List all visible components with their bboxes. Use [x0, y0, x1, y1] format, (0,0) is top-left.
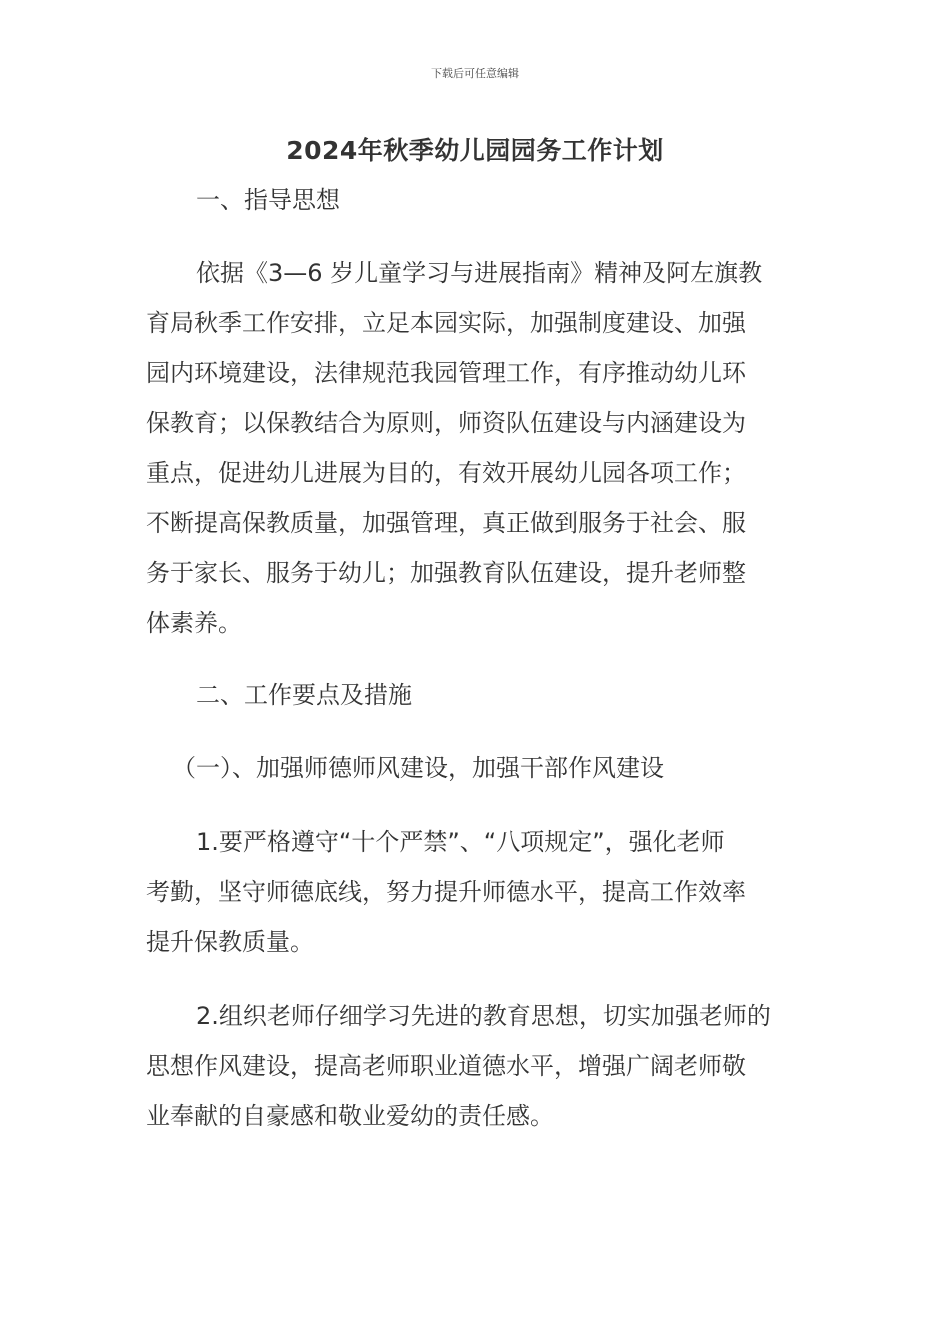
paragraph-line: 2.组织老师仔细学习先进的教育思想，切实加强老师的 [196, 1002, 771, 1030]
paragraph-line: 务于家长、服务于幼儿；加强教育队伍建设，提升老师整 [146, 559, 746, 587]
paragraph-line: 保教育；以保教结合为原则，师资队伍建设与内涵建设为 [146, 409, 746, 437]
paragraph-line: 思想作风建设，提高老师职业道德水平，增强广阔老师敬 [146, 1052, 746, 1080]
paragraph-line: 考勤，坚守师德底线，努力提升师德水平，提高工作效率 [146, 878, 746, 906]
section-heading-guiding-ideology: 一、指导思想 [196, 186, 340, 214]
paragraph-line: 体素养。 [146, 609, 242, 637]
paragraph-line: 提升保教质量。 [146, 928, 314, 956]
paragraph-line: 育局秋季工作安排，立足本园实际，加强制度建设、加强 [146, 309, 746, 337]
paragraph-line: 1.要严格遵守“十个严禁”、“八项规定”，强化老师 [196, 828, 725, 856]
header-note: 下载后可任意编辑 [431, 67, 519, 80]
subsection-heading-ethics: （一）、加强师德师风建设，加强干部作风建设 [172, 754, 664, 782]
paragraph-line: 依据《3—6 岁儿童学习与进展指南》精神及阿左旗教 [196, 259, 763, 287]
paragraph-item-1 [146, 817, 806, 967]
paragraph-guiding-ideology [146, 248, 806, 648]
paragraph-item-2 [146, 991, 806, 1141]
paragraph-line: 不断提高保教质量，加强管理，真正做到服务于社会、服 [146, 509, 746, 537]
paragraph-line: 业奉献的自豪感和敬业爱幼的责任感。 [146, 1102, 554, 1130]
document-title: 2024年秋季幼儿园园务工作计划 [286, 136, 664, 165]
paragraph-line: 园内环境建设，法律规范我园管理工作，有序推动幼儿环 [146, 359, 746, 387]
section-heading-work-points: 二、工作要点及措施 [196, 681, 412, 709]
paragraph-line: 重点，促进幼儿进展为目的，有效开展幼儿园各项工作； [146, 459, 746, 487]
